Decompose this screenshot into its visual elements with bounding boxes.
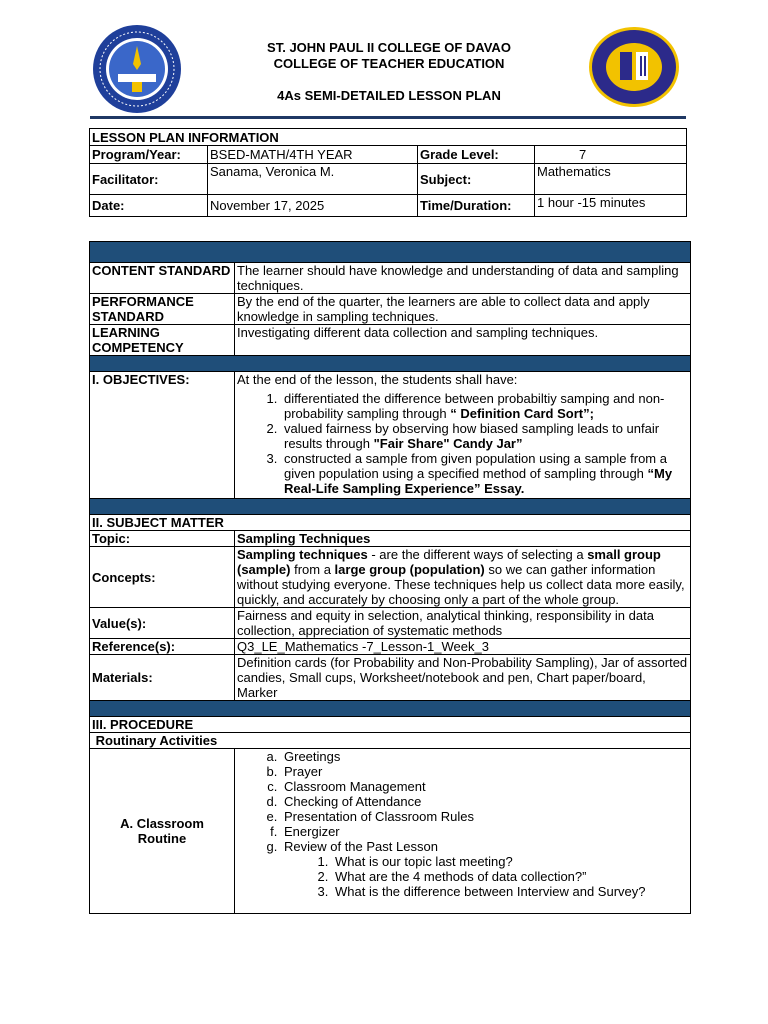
routine-item: d. Checking of Attendance (281, 794, 688, 809)
objective-item: 1. differentiated the difference between probabiltiy samping and non-probability sampling through “ Definition Card Sort”; (281, 391, 688, 421)
values-value: Fairness and equity in selection, analytical thinking, responsibility in data collection, appreciation of systematic methods (235, 608, 691, 639)
learning-competency-label: LEARNING COMPETENCY (90, 325, 235, 356)
review-question: 2. What are the 4 methods of data collection?” (332, 869, 688, 884)
routine-list (237, 749, 688, 899)
grade-value: 7 (535, 146, 687, 164)
routinary-activities-heading: Routinary Activities (90, 733, 691, 749)
subject-matter-heading: II. SUBJECT MATTER (90, 515, 691, 531)
lesson-plan-title: 4As SEMI-DETAILED LESSON PLAN (277, 88, 501, 103)
program-value: BSED-MATH/4TH YEAR (208, 146, 418, 164)
lesson-plan-table (89, 241, 691, 914)
concepts-label: Concepts: (90, 547, 235, 608)
st-john-paul-ii-seal (588, 26, 680, 108)
section-bar (90, 242, 691, 263)
college-of-teacher-education-logo (92, 24, 182, 114)
performance-standard-value: By the end of the quarter, the learners are able to collect data and apply knowledge in sampling techniques. (235, 294, 691, 325)
program-label: Program/Year: (90, 146, 208, 164)
objectives-label: I. OBJECTIVES: (90, 372, 235, 499)
routine-item: e. Presentation of Classroom Rules (281, 809, 688, 824)
classroom-routine-content (235, 749, 691, 914)
reference-value: Q3_LE_Mathematics -7_Lesson-1_Week_3 (235, 639, 691, 655)
values-label: Value(s): (90, 608, 235, 639)
learning-competency-value: Investigating different data collection and sampling techniques. (235, 325, 691, 356)
school-name: ST. JOHN PAUL II COLLEGE OF DAVAO (267, 40, 511, 55)
routine-item: a. Greetings (281, 749, 688, 764)
routine-item: f. Energizer (281, 824, 688, 839)
college-name: COLLEGE OF TEACHER EDUCATION (273, 56, 505, 71)
objective-item: 2. valued fairness by observing how biased sampling leads to unfair results through "Fair Share" Candy Jar” (281, 421, 688, 451)
date-value: November 17, 2025 (208, 195, 418, 217)
objectives-intro: At the end of the lesson, the students shall have: (237, 372, 518, 387)
time-value: 1 hour -15 minutes (535, 195, 687, 217)
procedure-heading: III. PROCEDURE (90, 717, 691, 733)
section-bar (90, 701, 691, 717)
objective-item: 3. constructed a sample from given population using a sample from a given population using a specified method of sampling through “My Real-Life Sampling Experience” Essay. (281, 451, 688, 496)
subject-label: Subject: (418, 164, 535, 195)
time-label: Time/Duration: (418, 195, 535, 217)
routine-item: g. Review of the Past Lesson 1. What is our topic last meeting? 2. What are the 4 methods of data collection?” 3. What is the difference between Interview and Survey? (281, 839, 688, 899)
facilitator-label: Facilitator: (90, 164, 208, 195)
content-standard-value: The learner should have knowledge and understanding of data and sampling techniques. (235, 263, 691, 294)
date-label: Date: (90, 195, 208, 217)
review-question: 3. What is the difference between Interview and Survey? (332, 884, 688, 899)
info-heading: LESSON PLAN INFORMATION (90, 129, 687, 146)
section-bar (90, 356, 691, 372)
topic-label: Topic: (90, 531, 235, 547)
routine-item: b. Prayer (281, 764, 688, 779)
reference-label: Reference(s): (90, 639, 235, 655)
materials-label: Materials: (90, 655, 235, 701)
header-divider (90, 116, 686, 119)
routine-item: c. Classroom Management (281, 779, 688, 794)
topic-value: Sampling Techniques (235, 531, 691, 547)
performance-standard-label: PERFORMANCE STANDARD (90, 294, 235, 325)
objectives-list (237, 391, 688, 496)
subject-value: Mathematics (535, 164, 687, 195)
concepts-value: Sampling techniques - are the different ways of selecting a small group (sample) from a large group (population) so we can gather information without studying everyone. These techniques help us collect data more easily, quickly, and accurately by choosing only a part of the whole group. (235, 547, 691, 608)
review-questions-list (284, 854, 688, 899)
grade-label: Grade Level: (418, 146, 535, 164)
review-question: 1. What is our topic last meeting? (332, 854, 688, 869)
classroom-routine-label: A. Classroom Routine (90, 749, 235, 914)
materials-value: Definition cards (for Probability and Non-Probability Sampling), Jar of assorted candies, Small cups, Worksheet/notebook and pen, Chart paper/board, Marker (235, 655, 691, 701)
section-bar (90, 499, 691, 515)
lesson-plan-info-table (89, 128, 687, 217)
objectives-content (235, 372, 691, 499)
content-standard-label: CONTENT STANDARD (90, 263, 235, 294)
facilitator-value: Sanama, Veronica M. (208, 164, 418, 195)
